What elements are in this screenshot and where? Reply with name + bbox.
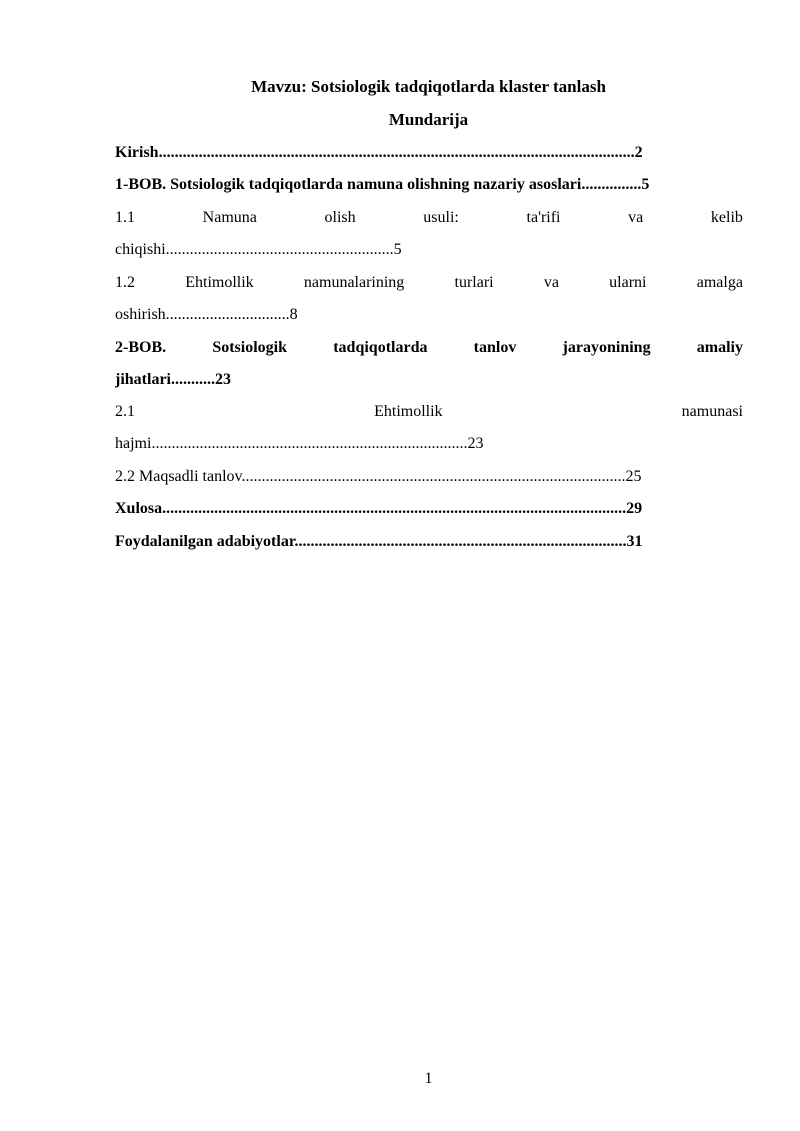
toc-entry-bob2-continued: jihatlari...........23 (115, 371, 231, 388)
toc-word: amaliy (696, 339, 743, 356)
toc-heading: Mundarija (388, 110, 469, 129)
toc-word: tanlov (473, 339, 517, 356)
toc-word: usuli: (423, 209, 459, 226)
toc-word: tadqiqotlarda (333, 339, 428, 356)
toc-entry-1-1-continued: chiqishi.........................................................5 (115, 241, 402, 258)
toc-word: Ehtimollik (374, 403, 443, 420)
toc-word: Namuna (202, 209, 257, 226)
toc-word: namunasi (681, 403, 743, 420)
toc-word: namunalarining (303, 274, 405, 291)
toc-entry-1-2-continued: oshirish...............................8 (115, 306, 298, 323)
toc-entry-2-1 (115, 402, 743, 422)
toc-word: va (628, 209, 644, 226)
toc-word: amalga (696, 274, 743, 291)
toc-entry-bob2 (115, 338, 743, 358)
document-title: Mavzu: Sotsiologik tadqiqotlarda klaster tanlash (251, 77, 606, 96)
toc-word: 2.1 (115, 403, 135, 420)
toc-word: jarayonining (562, 339, 651, 356)
toc-entry-1-1 (115, 208, 743, 228)
toc-word: 1.2 (115, 274, 135, 291)
toc-word: ta'rifi (526, 209, 561, 226)
toc-entry-1-2 (115, 273, 743, 293)
toc-entry-adabiyotlar: Foydalanilgan adabiyotlar...................................................................................31 (115, 533, 643, 550)
toc-word: turlari (454, 274, 494, 291)
toc-word: Sotsiologik (212, 339, 288, 356)
toc-word: kelib (710, 209, 743, 226)
toc-entry-2-1-continued: hajmi...............................................................................23 (115, 435, 484, 452)
page-number: 1 (424, 1070, 433, 1087)
toc-entry-kirish: Kirish.......................................................................................................................2 (115, 144, 643, 161)
toc-entry-2-2: 2.2 Maqsadli tanlov................................................................................................25 (115, 468, 642, 485)
toc-word: 2-BOB. (115, 339, 167, 356)
toc-word: ularni (609, 274, 647, 291)
toc-word: Ehtimollik (185, 274, 254, 291)
toc-word: 1.1 (115, 209, 135, 226)
toc-entry-xulosa: Xulosa....................................................................................................................29 (115, 500, 643, 517)
toc-word: olish (324, 209, 356, 226)
toc-word: va (543, 274, 559, 291)
toc-entry-bob1: 1-BOB. Sotsiologik tadqiqotlarda namuna olishning nazariy asoslari...............5 (115, 176, 650, 193)
